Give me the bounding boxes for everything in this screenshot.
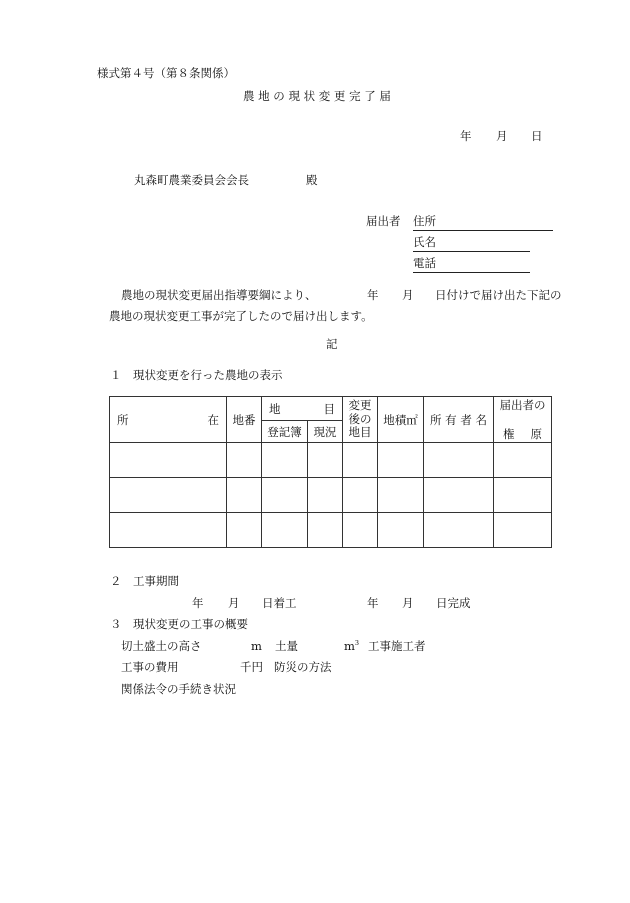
table-cell: [424, 443, 494, 478]
header-after-change-2: 後の: [348, 411, 372, 426]
section3-number: ３: [110, 617, 122, 631]
table-cell: [262, 513, 308, 548]
header-right-2b: 原: [530, 427, 542, 441]
header-land-category: [262, 397, 343, 421]
unit-m3-base: m: [344, 639, 355, 653]
header-location: [110, 397, 227, 443]
table-cell: [308, 443, 343, 478]
table-cell: [494, 443, 552, 478]
form-number: 様式第４号（第８条関係）: [97, 66, 235, 80]
table-row: [110, 443, 552, 478]
applicant-phone-label: 電話: [413, 256, 436, 270]
table-cell: [494, 478, 552, 513]
header-after-change: [343, 397, 378, 443]
soil-volume-label: 土量: [275, 639, 298, 653]
table-cell: [110, 478, 227, 513]
start-day-label: 日着工: [262, 596, 297, 610]
body-month-label: 月: [402, 288, 414, 302]
header-land-category-b: 目: [323, 401, 335, 416]
cost-label: 工事の費用: [121, 660, 179, 674]
table-cell: [343, 443, 378, 478]
table-cell: [378, 478, 424, 513]
header-right: [494, 397, 552, 443]
body-line1-text: 農地の現状変更届出指導要綱により、: [121, 288, 317, 302]
table-cell: [308, 513, 343, 548]
addressee-name: 丸森町農業委員会会長: [134, 173, 249, 187]
table-cell: [424, 513, 494, 548]
disaster-prevention-label: 防災の方法: [274, 660, 332, 674]
contractor-label: 工事施工者: [368, 639, 426, 653]
body-line1-suffix: 日付けで届け出た下記の: [435, 288, 562, 302]
end-month-label: 月: [402, 596, 414, 610]
table-cell: [227, 443, 262, 478]
table-row: [110, 513, 552, 548]
addressee-honorific: 殿: [306, 173, 318, 187]
header-after-change-3: 地目: [348, 425, 372, 440]
table-row: [110, 478, 552, 513]
table-cell: [343, 513, 378, 548]
header-after-change-1: 変更: [348, 397, 372, 412]
applicant-address-label: 住所: [413, 214, 436, 228]
unit-m3-exponent: 3: [354, 639, 360, 648]
table-cell: [227, 478, 262, 513]
ki-heading: 記: [326, 337, 338, 351]
header-lot-number: 地番: [227, 397, 262, 443]
section1-number: １: [110, 368, 122, 382]
applicant-address-field: [413, 216, 553, 231]
start-month-label: 月: [228, 596, 240, 610]
header-land-category-a: 地: [269, 401, 281, 416]
table-cell: [378, 443, 424, 478]
header-location-b: 在: [207, 412, 219, 427]
header-registry: 登記簿: [262, 421, 308, 443]
end-day-label: 日完成: [436, 596, 471, 610]
table-cell: [424, 478, 494, 513]
related-laws-label: 関係法令の手続き状況: [121, 682, 236, 696]
section2-number: ２: [110, 574, 122, 588]
page-title: 農 地 の 現 状 変 更 完 了 届: [243, 89, 391, 103]
body-year-label: 年: [367, 288, 379, 302]
applicant-phone-field: [413, 258, 530, 273]
unit-yen: 千円: [240, 660, 263, 674]
table-cell: [343, 478, 378, 513]
header-area: 地積㎡: [378, 397, 424, 443]
section2-title: 工事期間: [133, 574, 179, 588]
table-cell: [494, 513, 552, 548]
header-current: 現況: [308, 421, 343, 443]
applicant-label: 届出者: [366, 214, 401, 228]
applicant-name-label: 氏名: [413, 235, 436, 249]
table-cell: [110, 443, 227, 478]
start-year-label: 年: [192, 596, 204, 610]
table-cell: [262, 478, 308, 513]
unit-m: m: [251, 639, 262, 653]
header-location-a: 所: [117, 412, 129, 427]
date-month-label: 月: [496, 129, 508, 143]
table-cell: [308, 478, 343, 513]
table-cell: [110, 513, 227, 548]
date-year-label: 年: [460, 129, 472, 143]
end-year-label: 年: [367, 596, 379, 610]
date-day-label: 日: [531, 129, 543, 143]
header-right-2a: 権: [503, 427, 515, 441]
cut-fill-height-label: 切土盛土の高さ: [121, 639, 202, 653]
unit-m3: [344, 641, 359, 653]
table-cell: [227, 513, 262, 548]
section3-title: 現状変更の工事の概要: [133, 617, 248, 631]
header-owner: 所 有 者 名: [424, 397, 494, 443]
applicant-name-field: [413, 237, 530, 252]
body-line2-text: 農地の現状変更工事が完了したので届け出します。: [109, 309, 373, 323]
header-right-1: 届出者の: [499, 398, 546, 412]
farmland-table: [109, 396, 552, 548]
table-cell: [378, 513, 424, 548]
section1-title: 現状変更を行った農地の表示: [133, 368, 283, 382]
table-cell: [262, 443, 308, 478]
